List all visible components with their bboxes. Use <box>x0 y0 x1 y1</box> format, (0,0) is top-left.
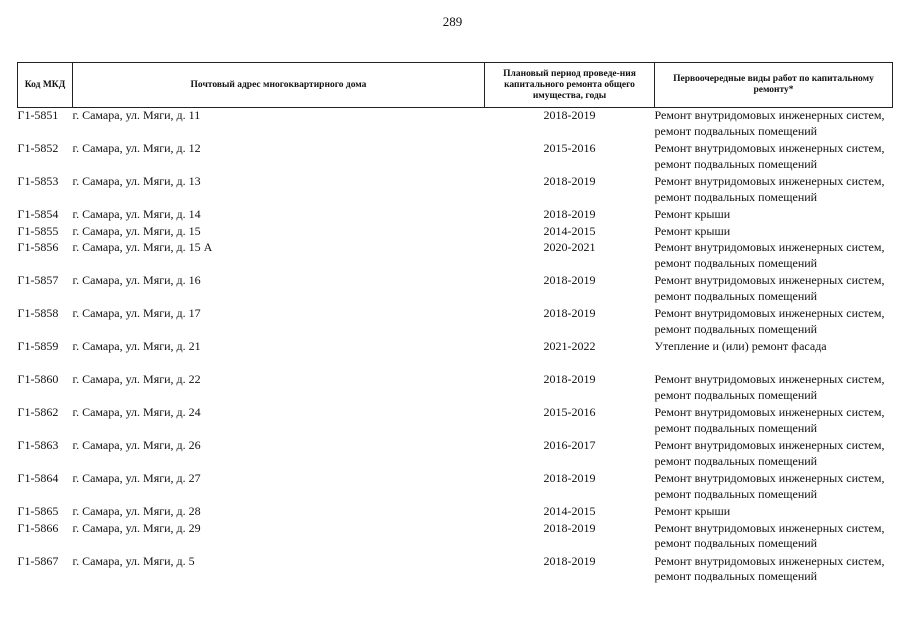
period-cell: 2015-2016 <box>543 405 596 419</box>
address-cell: г. Самара, ул. Мяги, д. 22 <box>72 372 201 386</box>
period-cell: 2018-2019 <box>543 207 596 221</box>
address-cell: г. Самара, ул. Мяги, д. 29 <box>72 520 201 535</box>
works-cell: Ремонт внутридомовых инженерных систем, ремонт подвальных помещений <box>654 471 885 501</box>
period-cell: 2016-2017 <box>543 438 596 452</box>
address-cell: г. Самара, ул. Мяги, д. 13 <box>72 174 201 188</box>
works-cell: Ремонт внутридомовых инженерных систем, ремонт подвальных помещений <box>654 273 885 303</box>
period-cell: 2020-2021 <box>543 240 596 254</box>
works-cell: Ремонт крыши <box>654 504 731 518</box>
table-row <box>18 339 893 372</box>
address-cell: г. Самара, ул. Мяги, д. 15 А <box>72 240 213 254</box>
works-cell: Ремонт внутридомовых инженерных систем, ремонт подвальных помещений <box>654 520 885 550</box>
works-cell: Ремонт внутридомовых инженерных систем, ремонт подвальных помещений <box>654 141 885 171</box>
code-cell: Г1-5858 <box>17 306 59 320</box>
table-row <box>18 471 893 504</box>
period-cell: 2018-2019 <box>543 273 596 287</box>
table-row <box>18 240 893 273</box>
header-works: Первоочередные виды работ по капитальному ремонту* <box>655 63 893 108</box>
period-cell: 2018-2019 <box>543 174 596 188</box>
code-cell: Г1-5853 <box>17 174 59 188</box>
table-row <box>18 273 893 306</box>
code-cell: Г1-5851 <box>17 108 59 122</box>
works-cell: Ремонт внутридомовых инженерных систем, ремонт подвальных помещений <box>654 553 885 583</box>
works-cell: Ремонт внутридомовых инженерных систем, ремонт подвальных помещений <box>654 174 885 204</box>
code-cell: Г1-5860 <box>17 372 59 386</box>
address-cell: г. Самара, ул. Мяги, д. 16 <box>72 273 201 287</box>
table-row <box>18 504 893 521</box>
address-cell: г. Самара, ул. Мяги, д. 27 <box>72 471 201 485</box>
works-cell: Ремонт внутридомовых инженерных систем, ремонт подвальных помещений <box>654 372 885 402</box>
period-cell: 2014-2015 <box>543 223 596 238</box>
table-row <box>18 141 893 174</box>
works-cell: Ремонт крыши <box>654 223 731 238</box>
code-cell: Г1-5857 <box>17 273 59 287</box>
address-cell: г. Самара, ул. Мяги, д. 15 <box>72 223 201 238</box>
address-cell: г. Самара, ул. Мяги, д. 26 <box>72 438 201 452</box>
table-row <box>18 306 893 339</box>
period-cell: 2018-2019 <box>543 108 596 122</box>
repair-schedule-table <box>17 62 893 587</box>
works-cell: Ремонт внутридомовых инженерных систем, ремонт подвальных помещений <box>654 108 885 138</box>
period-cell: 2018-2019 <box>543 520 596 535</box>
address-cell: г. Самара, ул. Мяги, д. 12 <box>72 141 201 155</box>
header-code: Код МКД <box>18 63 73 108</box>
address-cell: г. Самара, ул. Мяги, д. 5 <box>72 553 195 568</box>
table-header-row <box>18 63 893 108</box>
address-cell: г. Самара, ул. Мяги, д. 28 <box>72 504 201 518</box>
table-row <box>18 405 893 438</box>
table-row <box>18 372 893 405</box>
code-cell: Г1-5864 <box>17 471 59 485</box>
table-body <box>18 108 893 587</box>
period-cell: 2014-2015 <box>543 504 596 518</box>
period-cell: 2018-2019 <box>543 306 596 320</box>
works-cell: Ремонт внутридомовых инженерных систем, ремонт подвальных помещений <box>654 438 885 468</box>
code-cell: Г1-5855 <box>17 223 59 238</box>
table-row <box>18 108 893 142</box>
period-cell: 2018-2019 <box>543 553 596 568</box>
address-cell: г. Самара, ул. Мяги, д. 24 <box>72 405 201 419</box>
works-cell: Ремонт внутридомовых инженерных систем, ремонт подвальных помещений <box>654 405 885 435</box>
works-cell: Ремонт внутридомовых инженерных систем, ремонт подвальных помещений <box>654 240 885 270</box>
code-cell: Г1-5867 <box>17 553 59 568</box>
header-period: Плановый период проведе-ния капитального ремонта общего имущества, годы <box>485 63 655 108</box>
code-cell: Г1-5862 <box>17 405 59 419</box>
address-cell: г. Самара, ул. Мяги, д. 14 <box>72 207 201 221</box>
address-cell: г. Самара, ул. Мяги, д. 21 <box>72 339 201 353</box>
code-cell: Г1-5852 <box>17 141 59 155</box>
works-cell: Утепление и (или) ремонт фасада <box>654 339 827 353</box>
works-cell: Ремонт крыши <box>654 207 731 221</box>
code-cell: Г1-5866 <box>17 520 59 535</box>
code-cell: Г1-5854 <box>17 207 59 221</box>
code-cell: Г1-5859 <box>17 339 59 353</box>
table-row <box>18 438 893 471</box>
address-cell: г. Самара, ул. Мяги, д. 17 <box>72 306 201 320</box>
works-cell: Ремонт внутридомовых инженерных систем, ремонт подвальных помещений <box>654 306 885 336</box>
table-row <box>18 174 893 207</box>
period-cell: 2018-2019 <box>543 471 596 485</box>
address-cell: г. Самара, ул. Мяги, д. 11 <box>72 108 201 122</box>
code-cell: Г1-5856 <box>17 240 59 254</box>
period-cell: 2018-2019 <box>543 372 596 386</box>
code-cell: Г1-5865 <box>17 504 59 518</box>
table-row <box>18 521 893 554</box>
page-number: 289 <box>442 14 463 29</box>
period-cell: 2021-2022 <box>543 339 596 353</box>
table-row <box>18 207 893 224</box>
header-address: Почтовый адрес многоквартирного дома <box>73 63 485 108</box>
period-cell: 2015-2016 <box>543 141 596 155</box>
code-cell: Г1-5863 <box>17 438 59 452</box>
table-row <box>18 224 893 241</box>
table-row <box>18 554 893 587</box>
